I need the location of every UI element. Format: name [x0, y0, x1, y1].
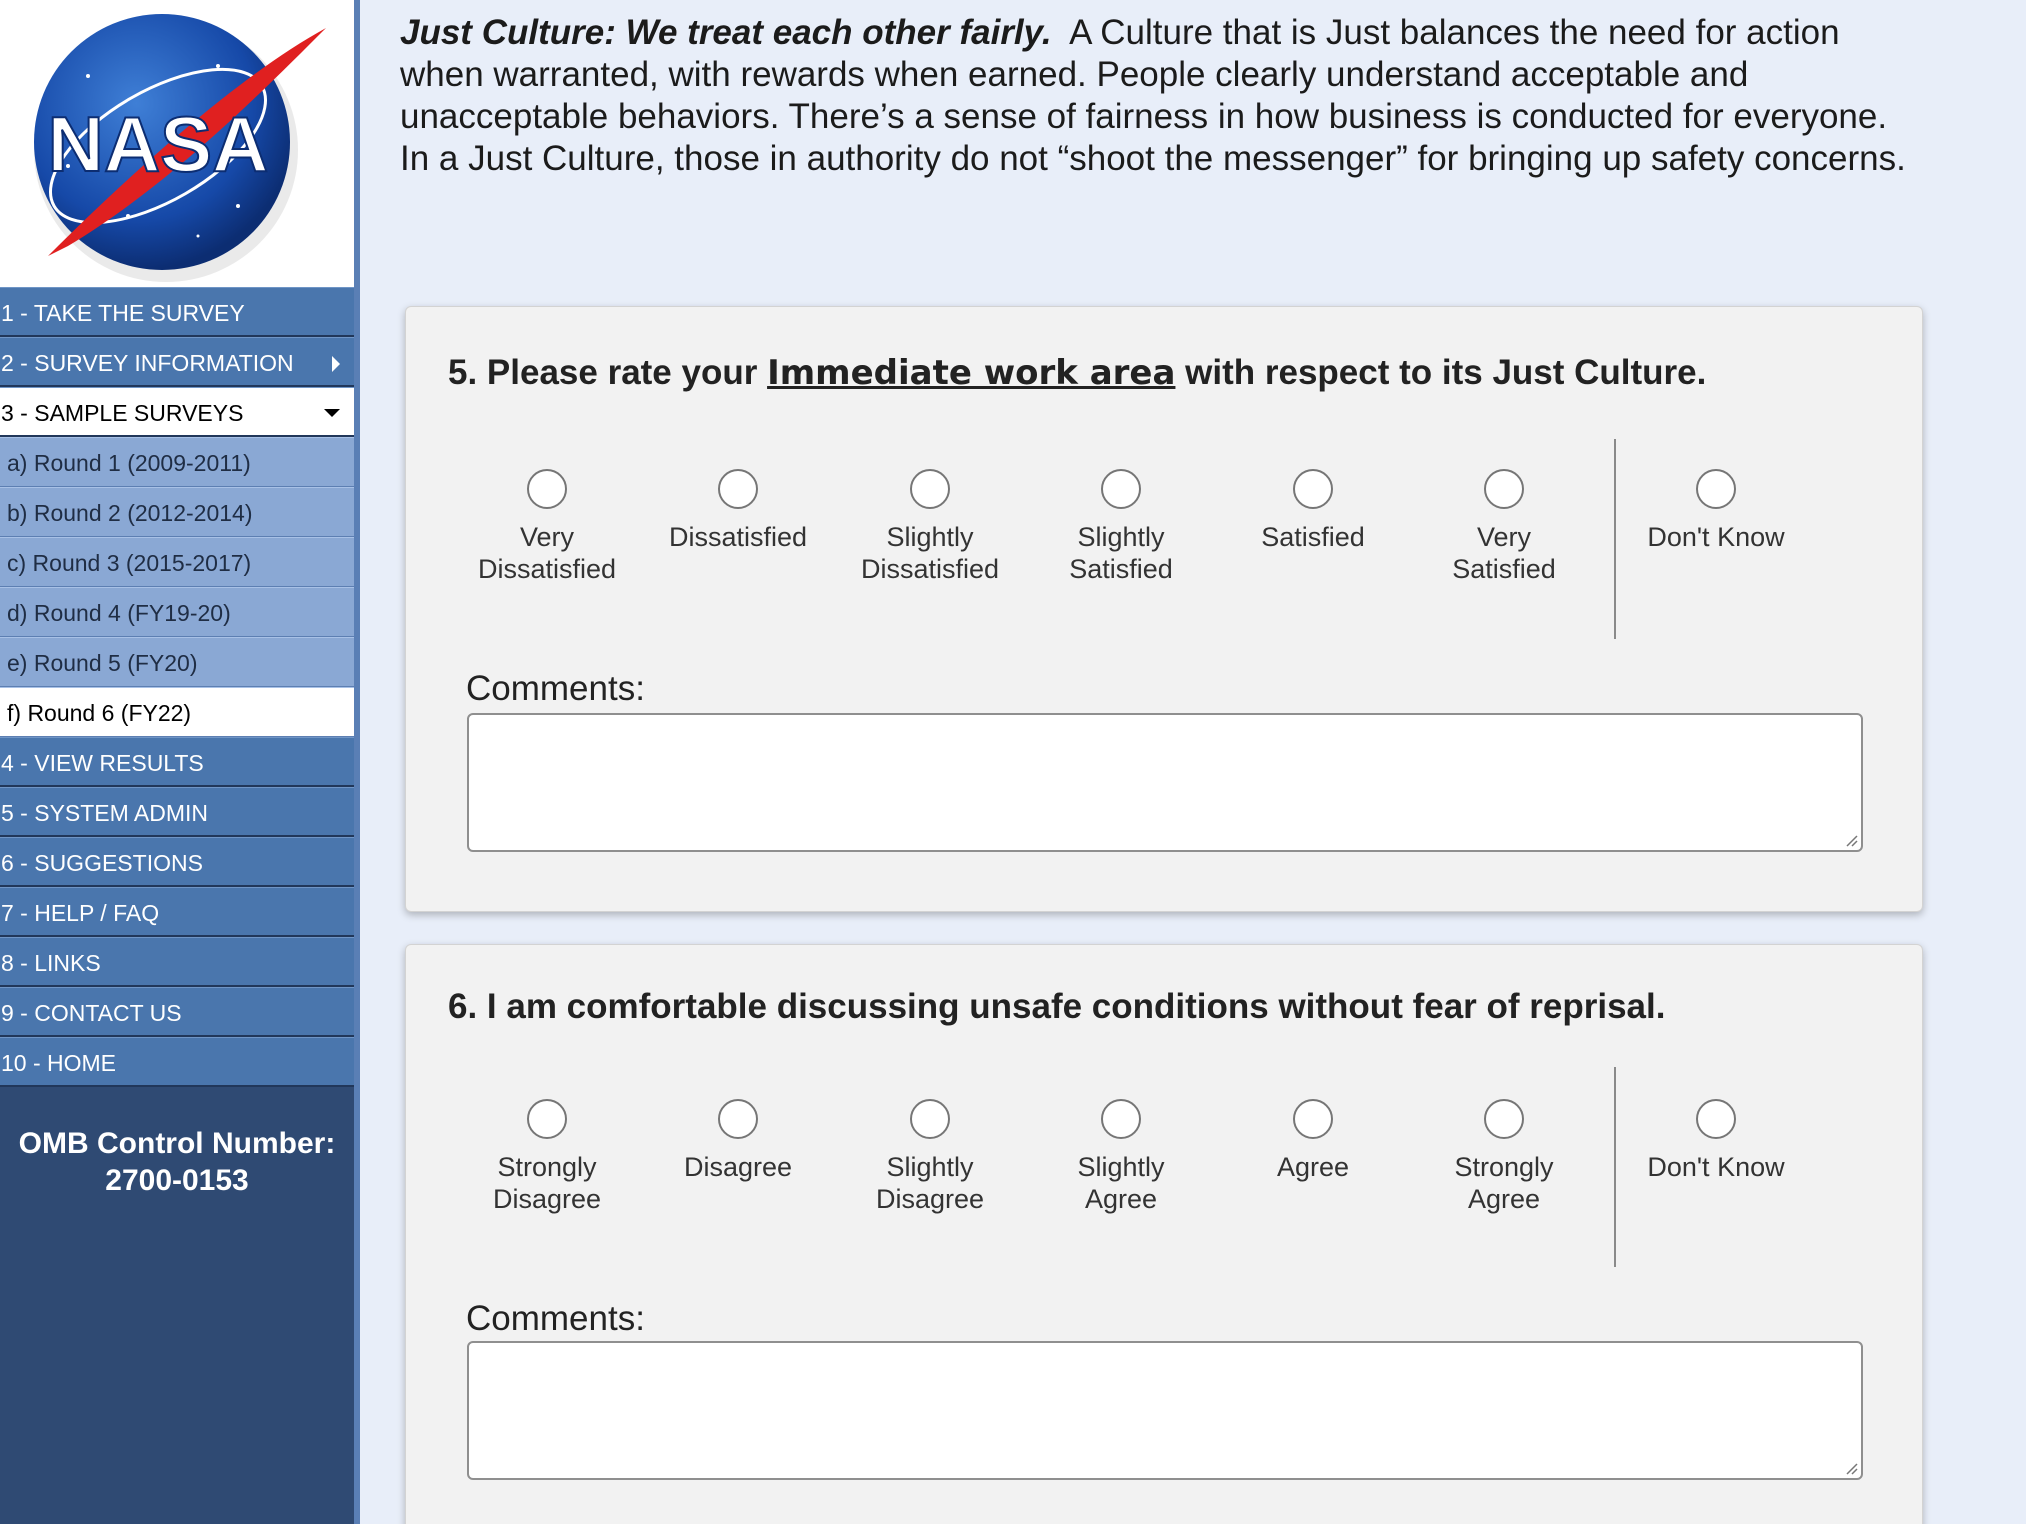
nav-sub-round-5[interactable]: e) Round 5 (FY20)	[0, 637, 354, 687]
q6-comments-textarea[interactable]	[467, 1341, 1863, 1480]
nav-system-admin[interactable]: 5 - SYSTEM ADMIN	[0, 787, 354, 837]
sidebar	[0, 0, 360, 1524]
option-divider	[1614, 1067, 1616, 1267]
q6-option-disagree[interactable]: Disagree	[648, 1099, 828, 1183]
q5-option-very-satisfied[interactable]: Very Satisfied	[1414, 469, 1594, 585]
q6-option-agree[interactable]: Agree	[1223, 1099, 1403, 1183]
q5-comments-label: Comments:	[466, 669, 645, 708]
nav-survey-information[interactable]: 2 - SURVEY INFORMATION	[0, 337, 354, 387]
nav-suggestions[interactable]: 6 - SUGGESTIONS	[0, 837, 354, 887]
chevron-down-icon	[324, 409, 340, 417]
nasa-logo[interactable]	[0, 0, 354, 287]
nav-sub-round-6[interactable]: f) Round 6 (FY22)	[0, 687, 354, 737]
sidebar-nav	[0, 287, 354, 1087]
q5-option-satisfied[interactable]: Satisfied	[1223, 469, 1403, 553]
radio-button[interactable]	[910, 1099, 950, 1139]
question-6-title: 6. I am comfortable discussing unsafe conditions without fear of reprisal.	[448, 987, 1666, 1026]
q5-option-very-dissatisfied[interactable]: Very Dissatisfied	[457, 469, 637, 585]
nav-sub-round-4[interactable]: d) Round 4 (FY19-20)	[0, 587, 354, 637]
question-5-emphasis: Immediate work area	[767, 353, 1176, 393]
nav-take-survey[interactable]: 1 - TAKE THE SURVEY	[0, 287, 354, 337]
svg-text:NASA: NASA	[47, 100, 269, 188]
radio-button[interactable]	[1293, 1099, 1333, 1139]
nav-help-faq[interactable]: 7 - HELP / FAQ	[0, 887, 354, 937]
radio-button[interactable]	[718, 469, 758, 509]
nav-home[interactable]: 10 - HOME	[0, 1037, 354, 1087]
radio-button[interactable]	[527, 469, 567, 509]
q5-option-dissatisfied[interactable]: Dissatisfied	[648, 469, 828, 553]
question-5-card	[405, 306, 1923, 912]
radio-button[interactable]	[910, 469, 950, 509]
radio-button[interactable]	[1101, 1099, 1141, 1139]
nav-contact-us[interactable]: 9 - CONTACT US	[0, 987, 354, 1037]
intro-heading: Just Culture: We treat each other fairly.	[400, 13, 1052, 52]
radio-button[interactable]	[1484, 1099, 1524, 1139]
question-5-title: 5. Please rate your Immediate work area with respect to its Just Culture.	[448, 353, 1707, 393]
q6-comments-label: Comments:	[466, 1299, 645, 1338]
nav-sample-surveys[interactable]: 3 - SAMPLE SURVEYS	[0, 387, 354, 437]
q6-option-slightly-agree[interactable]: Slightly Agree	[1031, 1099, 1211, 1215]
radio-button[interactable]	[527, 1099, 567, 1139]
resize-grip-icon[interactable]	[1844, 833, 1858, 847]
chevron-right-icon	[332, 356, 340, 372]
radio-button[interactable]	[718, 1099, 758, 1139]
radio-button[interactable]	[1696, 1099, 1736, 1139]
question-6-card	[405, 944, 1923, 1524]
radio-button[interactable]	[1484, 469, 1524, 509]
option-divider	[1614, 439, 1616, 639]
nav-sub-round-2[interactable]: b) Round 2 (2012-2014)	[0, 487, 354, 537]
nav-links[interactable]: 8 - LINKS	[0, 937, 354, 987]
nav-sub-round-1[interactable]: a) Round 1 (2009-2011)	[0, 437, 354, 487]
q5-option-slightly-dissatisfied[interactable]: Slightly Dissatisfied	[840, 469, 1020, 585]
q5-comments-textarea[interactable]	[467, 713, 1863, 852]
radio-button[interactable]	[1101, 469, 1141, 509]
q5-option-dont-know[interactable]: Don't Know	[1626, 469, 1806, 553]
nav-sub-round-3[interactable]: c) Round 3 (2015-2017)	[0, 537, 354, 587]
omb-control-number: OMB Control Number: 2700-0153	[18, 1127, 336, 1197]
radio-button[interactable]	[1293, 469, 1333, 509]
q6-option-strongly-disagree[interactable]: Strongly Disagree	[457, 1099, 637, 1215]
nav-view-results[interactable]: 4 - VIEW RESULTS	[0, 737, 354, 787]
just-culture-intro	[400, 12, 1910, 180]
q6-option-dont-know[interactable]: Don't Know	[1626, 1099, 1806, 1183]
resize-grip-icon[interactable]	[1844, 1461, 1858, 1475]
radio-button[interactable]	[1696, 469, 1736, 509]
q6-option-slightly-disagree[interactable]: Slightly Disagree	[840, 1099, 1020, 1215]
nasa-meatball-icon	[8, 6, 348, 284]
q5-option-slightly-satisfied[interactable]: Slightly Satisfied	[1031, 469, 1211, 585]
q6-option-strongly-agree[interactable]: Strongly Agree	[1414, 1099, 1594, 1215]
intro-text: A Culture that is Just balances the need for action when warranted, with rewards when earned. People clearly understand acceptable and unacceptable behaviors. There’s a sense of fairness in how business is conducted for everyone. In a Just Culture, those in authority do not “shoot the messenger” for bringing up safety concerns.	[400, 13, 1906, 178]
